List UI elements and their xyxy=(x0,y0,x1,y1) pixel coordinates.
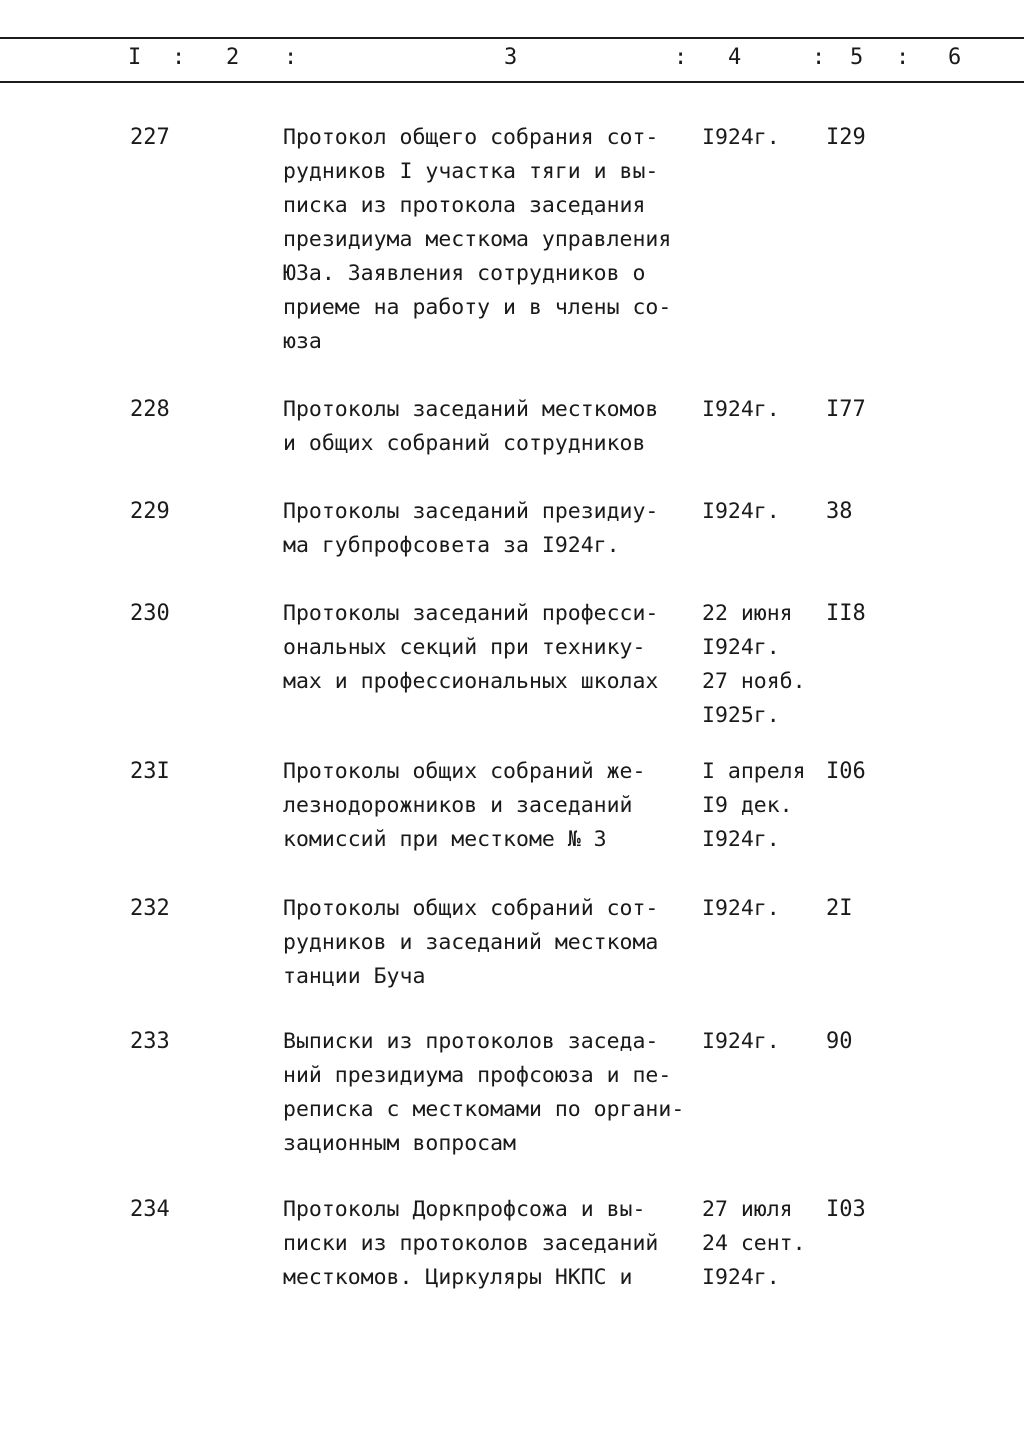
title-line: ональных секций при технику- xyxy=(283,635,646,660)
column-separator: : xyxy=(284,45,298,70)
title-line: зационным вопросам xyxy=(283,1131,516,1156)
date-line: I924г. xyxy=(702,1265,780,1290)
title-line: комиссий при месткоме № 3 xyxy=(283,827,607,852)
entry-dates xyxy=(702,755,806,857)
entry-title xyxy=(283,892,703,994)
column-header-6: 6 xyxy=(948,45,962,70)
title-line: Протоколы общих собраний сот- xyxy=(283,896,659,921)
entry-number: 228 xyxy=(130,397,170,422)
entry-title xyxy=(283,597,703,699)
header-top-rule xyxy=(0,37,1024,39)
column-header-4: 4 xyxy=(728,45,742,70)
entry-sheet-count: I29 xyxy=(826,125,866,150)
entry-number: 229 xyxy=(130,499,170,524)
date-line: I924г. xyxy=(702,827,780,852)
entry-dates xyxy=(702,892,780,926)
column-header-1: I xyxy=(128,45,142,70)
title-line: Выписки из протоколов заседа- xyxy=(283,1029,659,1054)
column-separator: : xyxy=(896,45,910,70)
title-line: танции Буча xyxy=(283,964,426,989)
date-line: I924г. xyxy=(702,635,780,660)
date-line: I924г. xyxy=(702,125,780,150)
title-line: и общих собраний сотрудников xyxy=(283,431,646,456)
title-line: мах и профессиональных школах xyxy=(283,669,659,694)
date-line: I924г. xyxy=(702,397,780,422)
entry-title xyxy=(283,1193,703,1295)
title-line: приеме на работу и в члены со- xyxy=(283,295,672,320)
column-header-3: 3 xyxy=(504,45,518,70)
column-separator: : xyxy=(172,45,186,70)
entry-sheet-count: I77 xyxy=(826,397,866,422)
entry-dates xyxy=(702,121,780,155)
title-line: президиума месткома управления xyxy=(283,227,672,252)
date-line: I9 дек. xyxy=(702,793,793,818)
title-line: ний президиума профсоюза и пе- xyxy=(283,1063,672,1088)
title-line: Протоколы заседаний месткомов xyxy=(283,397,659,422)
date-line: I924г. xyxy=(702,896,780,921)
entry-dates xyxy=(702,597,806,733)
title-line: месткомов. Циркуляры НКПС и xyxy=(283,1265,633,1290)
entry-dates xyxy=(702,1025,780,1059)
title-line: Протокол общего собрания сот- xyxy=(283,125,659,150)
entry-number: 232 xyxy=(130,896,170,921)
entry-sheet-count: 38 xyxy=(826,499,853,524)
title-line: рудников и заседаний месткома xyxy=(283,930,659,955)
title-line: Протоколы Доркпрофсожа и вы- xyxy=(283,1197,646,1222)
entry-dates xyxy=(702,1193,806,1295)
entry-sheet-count: 90 xyxy=(826,1029,853,1054)
entry-title xyxy=(283,121,703,359)
date-line: 27 июля xyxy=(702,1197,793,1222)
date-line: 24 сент. xyxy=(702,1231,806,1256)
date-line: 22 июня xyxy=(702,601,793,626)
entry-title xyxy=(283,755,703,857)
entry-number: 234 xyxy=(130,1197,170,1222)
entry-number: 227 xyxy=(130,125,170,150)
column-separator: : xyxy=(674,45,688,70)
title-line: Протоколы заседаний професси- xyxy=(283,601,659,626)
entry-number: 230 xyxy=(130,601,170,626)
entry-title xyxy=(283,495,703,563)
title-line: писка из протокола заседания xyxy=(283,193,646,218)
entry-dates xyxy=(702,495,780,529)
title-line: ма губпрофсовета за I924г. xyxy=(283,533,620,558)
date-line: I апреля xyxy=(702,759,806,784)
title-line: юза xyxy=(283,329,322,354)
date-line: I924г. xyxy=(702,1029,780,1054)
title-line: реписка с месткомами по органи- xyxy=(283,1097,685,1122)
column-separator: : xyxy=(812,45,826,70)
column-header-2: 2 xyxy=(226,45,240,70)
entry-sheet-count: I06 xyxy=(826,759,866,784)
entry-sheet-count: 2I xyxy=(826,896,853,921)
entry-number: 233 xyxy=(130,1029,170,1054)
column-header-5: 5 xyxy=(850,45,864,70)
title-line: Протоколы общих собраний же- xyxy=(283,759,646,784)
date-line: I924г. xyxy=(702,499,780,524)
entry-dates xyxy=(702,393,780,427)
header-bottom-rule xyxy=(0,81,1024,83)
date-line: 27 нояб. xyxy=(702,669,806,694)
entry-title xyxy=(283,1025,703,1161)
date-line: I925г. xyxy=(702,703,780,728)
entry-number: 23I xyxy=(130,759,170,784)
title-line: лезнодорожников и заседаний xyxy=(283,793,633,818)
entry-sheet-count: II8 xyxy=(826,601,866,626)
title-line: писки из протоколов заседаний xyxy=(283,1231,659,1256)
entry-sheet-count: I03 xyxy=(826,1197,866,1222)
title-line: рудников I участка тяги и вы- xyxy=(283,159,659,184)
title-line: Протоколы заседаний президиу- xyxy=(283,499,659,524)
entry-title xyxy=(283,393,703,461)
title-line: ЮЗа. Заявления сотрудников о xyxy=(283,261,646,286)
